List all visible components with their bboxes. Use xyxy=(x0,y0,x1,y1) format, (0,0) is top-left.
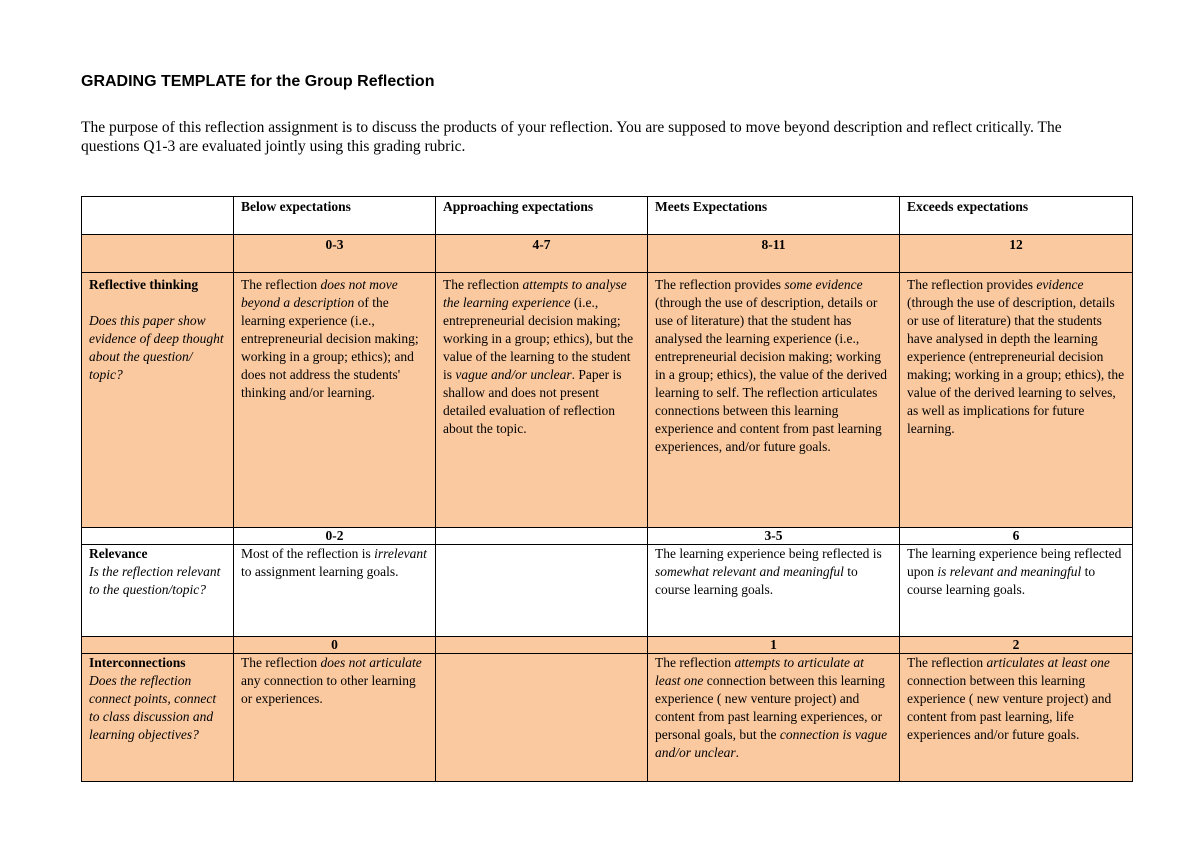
score-meets: 3-5 xyxy=(648,528,900,545)
reflective-score-row xyxy=(82,235,1133,273)
criterion-title: Interconnections xyxy=(89,655,186,670)
criterion-cell xyxy=(82,545,234,637)
approaching-cell xyxy=(436,545,648,637)
reflective-row xyxy=(82,273,1133,528)
score-empty xyxy=(82,235,234,273)
grading-rubric-table xyxy=(81,196,1133,782)
score-below: 0-2 xyxy=(234,528,436,545)
interconnections-score-row xyxy=(82,637,1133,654)
score-exceeds: 6 xyxy=(900,528,1133,545)
criterion-question: Does this paper show evidence of deep thought about the question/ topic? xyxy=(89,313,224,382)
score-below: 0-3 xyxy=(234,235,436,273)
criterion-cell xyxy=(82,654,234,782)
score-approaching xyxy=(436,528,648,545)
header-approaching: Approaching expectations xyxy=(436,197,648,235)
score-meets: 1 xyxy=(648,637,900,654)
criterion-title: Reflective thinking xyxy=(89,277,199,292)
exceeds-cell: The reflection provides evidence (through the use of description, details or use of literature) that the students have analysed in depth the learning experience (entrepreneurial decision making; working in a group; ethics), the value of the derived learning to selves, as well as implications for future learning. xyxy=(900,273,1133,528)
header-empty xyxy=(82,197,234,235)
relevance-row xyxy=(82,545,1133,637)
meets-cell: The reflection attempts to articulate at least one connection between this learning experience ( new venture project) and content from past learning experiences, or personal goals, but the connection is vague and/or unclear. xyxy=(648,654,900,782)
header-meets: Meets Expectations xyxy=(648,197,900,235)
criterion-question: Does the reflection connect points, connect to class discussion and learning objectives? xyxy=(89,673,217,742)
exceeds-cell: The reflection articulates at least one connection between this learning experience ( new venture project) and content from past learning, life experiences and/or future goals. xyxy=(900,654,1133,782)
score-below: 0 xyxy=(234,637,436,654)
approaching-cell xyxy=(436,654,648,782)
score-approaching xyxy=(436,637,648,654)
header-below: Below expectations xyxy=(234,197,436,235)
relevance-score-row xyxy=(82,528,1133,545)
below-cell: The reflection does not articulate any connection to other learning or experiences. xyxy=(234,654,436,782)
interconnections-row xyxy=(82,654,1133,782)
document-title: GRADING TEMPLATE for the Group Reflection xyxy=(81,73,435,90)
meets-cell: The reflection provides some evidence (through the use of description, details or use of literature) that the student has analysed the learning experience (i.e., entrepreneurial decision making; working in a group; ethics), the value of the derived learning to self. The reflection articulates connections between this learning experience and content from past learning experiences, and/or future goals. xyxy=(648,273,900,528)
score-empty xyxy=(82,528,234,545)
criterion-cell xyxy=(82,273,234,528)
intro-paragraph: The purpose of this reflection assignment is to discuss the products of your reflection. You are supposed to move beyond description and reflect critically. The questions Q1-3 are evaluated jointly using this grading rubric. xyxy=(81,119,1062,155)
score-empty xyxy=(82,637,234,654)
meets-cell: The learning experience being reflected is somewhat relevant and meaningful to course learning goals. xyxy=(648,545,900,637)
criterion-question: Is the reflection relevant to the question/topic? xyxy=(89,564,221,597)
approaching-cell: The reflection attempts to analyse the learning experience (i.e., entrepreneurial decision making; working in a group; ethics), but the value of the learning to the student is vague and/or unclear. Paper is shallow and does not present detailed evaluation of reflection about the topic. xyxy=(436,273,648,528)
header-row xyxy=(82,197,1133,235)
score-meets: 8-11 xyxy=(648,235,900,273)
below-cell: The reflection does not move beyond a description of the learning experience (i.e., entrepreneurial decision making; working in a group; ethics); and does not address the students' thinking and/or learning. xyxy=(234,273,436,528)
score-exceeds: 2 xyxy=(900,637,1133,654)
score-exceeds: 12 xyxy=(900,235,1133,273)
header-exceeds: Exceeds expectations xyxy=(900,197,1133,235)
score-approaching: 4-7 xyxy=(436,235,648,273)
criterion-title: Relevance xyxy=(89,546,148,561)
exceeds-cell: The learning experience being reflected upon is relevant and meaningful to course learning goals. xyxy=(900,545,1133,637)
below-cell: Most of the reflection is irrelevant to assignment learning goals. xyxy=(234,545,436,637)
